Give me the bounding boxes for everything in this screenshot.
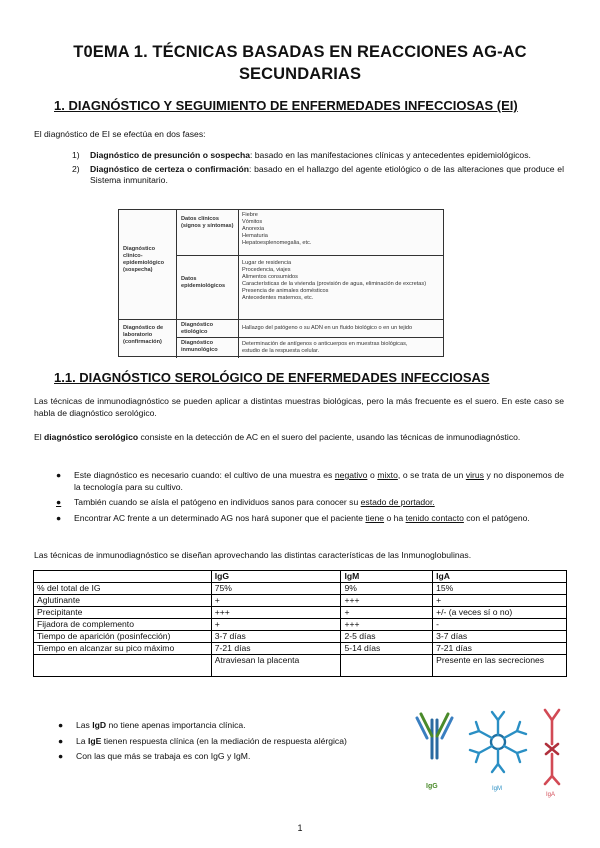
igg-label: IgG — [426, 783, 438, 790]
text-span: o ha — [384, 512, 406, 523]
scan-row-values — [239, 320, 443, 337]
table-cell: Aglutinante — [34, 595, 212, 607]
table-cell: 7-21 días — [211, 643, 341, 655]
table-cell: 3-7 días — [433, 631, 567, 643]
phase-number: 1) — [72, 150, 80, 160]
paragraph-serology-intro: Las técnicas de inmunodiagnóstico se pueden aplicar a distintas muestras biológicas, pero la más frecuente es el suero. En este caso se habla de diagnóstico serológico. — [34, 396, 564, 418]
table-cell — [34, 655, 212, 677]
table-cell: +++ — [341, 595, 433, 607]
table-header-cell — [34, 571, 212, 583]
table-cell: 15% — [433, 583, 567, 595]
scan-value: Hepatoesplenomegalia, etc. — [242, 239, 312, 246]
scan-row-key: Datos clínicos (signos y síntomas) — [177, 210, 239, 255]
section-1-heading: 1. DIAGNÓSTICO Y SEGUIMIENTO DE ENFERMEDADES INFECCIOSAS (EI) — [54, 98, 518, 113]
text-span: , o se trata de un — [397, 470, 466, 480]
bullet-icon: ● — [58, 735, 64, 746]
table-cell: 75% — [211, 583, 341, 595]
scan-value: Presencia de animales domésticos — [242, 287, 329, 294]
table-header-cell: IgA — [433, 571, 567, 583]
text-span: consiste en la detección de AC en el suero del paciente, usando las técnicas de inmunodiagnóstico. — [138, 432, 521, 442]
table-cell: Presente en las secreciones — [433, 655, 567, 677]
bullet-icon: ● — [56, 512, 62, 523]
table-cell: 2-5 días — [341, 631, 433, 643]
underlined-term: tiene — [365, 512, 385, 523]
bullet-icon: ● — [56, 470, 62, 480]
list-item — [56, 720, 386, 732]
table-row — [34, 631, 567, 643]
list-item — [54, 513, 564, 525]
text-span: Este diagnóstico es necesario cuando: el cultivo de una muestra es — [74, 470, 335, 480]
table-cell: 3-7 días — [211, 631, 341, 643]
text-span: El — [34, 432, 45, 442]
igm-antibody-icon — [470, 712, 526, 772]
section-1-1-heading: 1.1. DIAGNÓSTICO SEROLÓGICO DE ENFERMEDADES INFECCIOSAS — [54, 370, 490, 385]
antibody-figure — [412, 708, 580, 804]
underlined-term: tenido contacto — [405, 512, 464, 523]
text-span: y no disponemos de la tecnología para su cultivo. — [74, 470, 565, 492]
table-cell: 5-14 días — [341, 643, 433, 655]
bullet-icon: ● — [58, 751, 64, 762]
phase-text: : basado en las manifestaciones clínicas y antecedentes epidemiológicos. — [249, 150, 531, 160]
underlined-term: estado de portador. — [360, 497, 435, 508]
table-cell: +++ — [341, 619, 433, 631]
phase-title: Diagnóstico de certeza o confirmación — [90, 163, 249, 174]
table-cell: % del total de IG — [34, 583, 212, 595]
final-bullet-list — [56, 720, 386, 767]
list-item — [56, 736, 386, 748]
table-row — [34, 595, 567, 607]
phase-title: Diagnóstico de presunción o sospecha — [90, 150, 250, 160]
scan-row-values — [239, 256, 443, 319]
text-span: o — [367, 470, 378, 480]
table-header-row — [34, 571, 567, 583]
table-row — [34, 643, 567, 655]
table-cell: + — [211, 595, 341, 607]
text-span: Las — [76, 720, 93, 730]
diagnosis-table-image — [118, 209, 444, 357]
scan-row — [177, 320, 443, 338]
scan-row-key: Diagnóstico inmunológico — [177, 338, 239, 358]
table-cell: - — [433, 619, 567, 631]
table-cell: Tiempo de aparición (posinfección) — [34, 631, 212, 643]
igm-label: IgM — [492, 786, 503, 792]
table-cell: +++ — [211, 607, 341, 619]
text-span: Encontrar AC frente a un determinado AG nos hará suponer que el paciente — [74, 512, 366, 523]
group-label-laboratory: Diagnóstico de laboratorio (confirmación) — [119, 320, 177, 358]
list-item — [54, 497, 564, 509]
group-label-clinical: Diagnóstico clínico-epidemiológico (sospecha) — [119, 210, 177, 320]
scan-value: Hematuria — [242, 232, 268, 239]
phase-text: : basado en el hallazgo del agente etiológico o de las alteraciones que produce el Sistema inmunitario. — [90, 163, 564, 186]
scan-row — [177, 210, 443, 256]
table-cell — [341, 655, 433, 677]
paragraph-immunoglobulins: Las técnicas de inmunodiagnóstico se diseñan aprovechando las distintas características de las Inmunoglobulinas. — [34, 550, 472, 560]
page-number: 1 — [297, 823, 303, 833]
iga-label: IgA — [546, 792, 556, 798]
table-cell: Tiempo en alcanzar su pico máximo — [34, 643, 212, 655]
scan-value: Características de la vivienda (provisión de agua, eliminación de excretas) — [242, 280, 427, 287]
scan-value: estudio de la respuesta celular. — [242, 347, 320, 354]
table-cell: + — [341, 607, 433, 619]
scan-value: Alimentos consumidos — [242, 273, 298, 280]
table-row — [34, 619, 567, 631]
scan-row-key: Diagnóstico etiológico — [177, 320, 239, 337]
table-cell: 7-21 días — [433, 643, 567, 655]
table-cell: +/- (a veces sí o no) — [433, 607, 567, 619]
phase-item — [72, 150, 564, 162]
table-cell: 9% — [341, 583, 433, 595]
table-header-cell: IgG — [211, 571, 341, 583]
table-cell: + — [433, 595, 567, 607]
scan-row-key: Datos epidemiológicos — [177, 256, 239, 319]
bullet-icon: ● — [56, 497, 62, 508]
immunoglobulin-table — [33, 570, 567, 677]
table-cell: Precipitante — [34, 607, 212, 619]
scan-value: Hallazgo del patógeno o su ADN en un fluido biológico o en un tejido — [242, 325, 413, 331]
text-span: También cuando se aísla el patógeno en individuos sanos para conocer su — [74, 497, 361, 508]
phase-item — [72, 164, 564, 187]
bullet-icon: ● — [58, 720, 64, 730]
title-line-1: T0EMA 1. TÉCNICAS BASADAS EN REACCIONES AG-AC — [73, 43, 527, 61]
table-row — [34, 607, 567, 619]
bold-term: IgD — [92, 720, 107, 730]
iga-antibody-icon — [545, 710, 559, 784]
scan-value: Lugar de residencia — [242, 260, 292, 266]
serology-bullet-list — [54, 470, 564, 528]
table-row — [34, 655, 567, 677]
scan-row — [177, 256, 443, 320]
table-header-cell: IgM — [341, 571, 433, 583]
phase-number: 2) — [72, 163, 80, 174]
text-span: no tiene apenas importancia clínica. — [106, 720, 246, 730]
table-row — [34, 583, 567, 595]
scan-row-values — [239, 338, 443, 358]
scan-value: Fiebre — [242, 212, 258, 218]
text-span: Con las que más se trabaja es con IgG y IgM. — [76, 751, 251, 762]
title-line-2: SECUNDARIAS — [238, 65, 362, 83]
underlined-term: virus — [465, 470, 484, 480]
table-cell: Fijadora de complemento — [34, 619, 212, 631]
bold-term: IgE — [87, 735, 102, 746]
bold-term: diagnóstico serológico — [44, 432, 139, 442]
scan-value: Antecedentes maternos, etc. — [242, 294, 314, 301]
underlined-term: negativo — [334, 470, 368, 480]
table-cell: Atraviesan la placenta — [211, 655, 341, 677]
scan-row-values — [239, 210, 443, 255]
text-span: con el patógeno. — [463, 512, 530, 523]
scan-row — [177, 338, 443, 358]
text-span: tienen respuesta clínica (en la mediación de respuesta alérgica) — [101, 735, 347, 746]
igg-antibody-icon — [417, 714, 452, 758]
phase-list — [72, 150, 564, 189]
scan-value: Determinación de antígenos o anticuerpos en muestras biológicas, — [242, 341, 408, 347]
table-cell: + — [211, 619, 341, 631]
scan-value: Vómitos — [242, 218, 263, 225]
page-title — [40, 41, 560, 85]
text-span: La — [76, 735, 88, 746]
scan-value: Procedencia, viajes — [242, 266, 291, 273]
scan-value: Anorexia — [242, 225, 265, 232]
underlined-term: mixto — [377, 470, 398, 480]
list-item — [56, 751, 386, 763]
paragraph-serology-definition — [34, 432, 564, 444]
section-1-intro: El diagnóstico de EI se efectúa en dos fases: — [34, 129, 206, 139]
list-item — [54, 470, 564, 493]
